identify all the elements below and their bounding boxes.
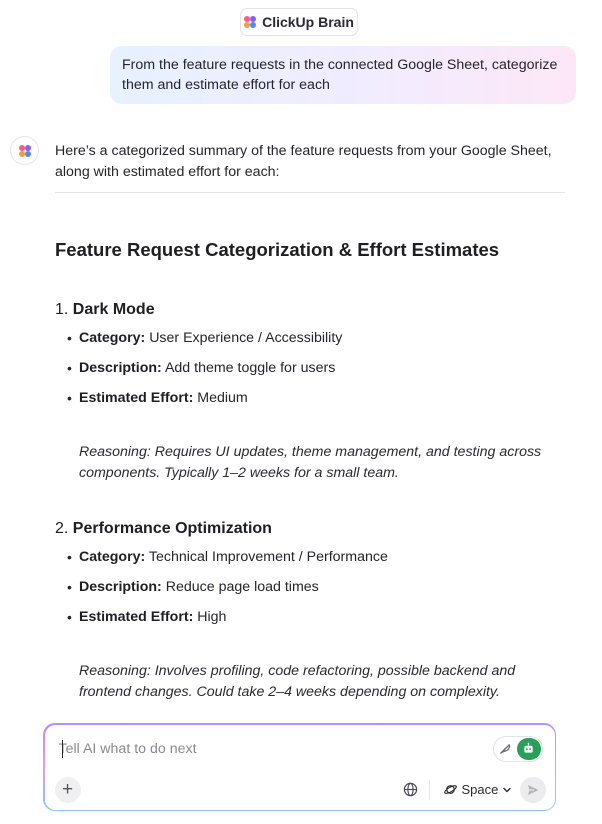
clickup-brain-header[interactable] <box>240 8 358 36</box>
toolbar-divider <box>429 780 430 800</box>
space-selector[interactable] <box>439 777 517 803</box>
chevron-down-icon <box>502 785 512 795</box>
prompt-input[interactable] <box>59 738 479 760</box>
header-title: ClickUp Brain <box>262 14 354 30</box>
feature-number: 1. <box>55 301 69 318</box>
feature-heading <box>55 301 565 319</box>
effort-label: Estimated Effort: <box>79 390 194 406</box>
user-message-bubble <box>110 46 576 104</box>
feature-description <box>55 577 565 597</box>
ai-avatar <box>10 136 39 165</box>
category-label: Category: <box>79 549 146 565</box>
response-intro: Here’s a categorized summary of the feature requests from your Google Sheet, along with estimated effort for each: <box>55 141 565 193</box>
text-caret <box>62 740 63 758</box>
feature-effort <box>55 607 565 627</box>
clickup-brain-logo-icon <box>244 16 256 28</box>
feature-properties <box>55 547 565 627</box>
feature-name: Dark Mode <box>72 301 155 318</box>
category-value: Technical Improvement / Performance <box>148 549 388 565</box>
web-search-button[interactable] <box>401 780 421 800</box>
description-label: Description: <box>79 360 162 376</box>
response-title: Feature Request Categorization & Effort Estimates <box>55 239 500 260</box>
feature-category <box>55 328 565 348</box>
feature-description <box>55 358 565 378</box>
effort-label: Estimated Effort: <box>79 609 194 625</box>
feature-effort <box>55 388 565 408</box>
feature-number: 2. <box>55 520 69 537</box>
feature-category <box>55 547 565 567</box>
plus-icon: + <box>61 779 74 800</box>
space-planet-icon <box>443 782 458 797</box>
ai-response <box>55 141 565 703</box>
agent-robot-icon[interactable] <box>517 738 541 760</box>
category-label: Category: <box>79 330 146 346</box>
feature-heading <box>55 520 565 538</box>
space-label: Space <box>461 782 499 797</box>
category-value: User Experience / Accessibility <box>149 330 343 346</box>
send-icon <box>526 783 540 797</box>
add-button[interactable] <box>55 777 81 803</box>
description-value: Add theme toggle for users <box>164 360 336 376</box>
user-message-text: From the feature requests in the connected Google Sheet, categorize them and estimate effort for each <box>122 57 558 93</box>
feature-properties <box>55 328 565 408</box>
description-label: Description: <box>79 579 162 595</box>
feature-reasoning: Reasoning: Involves profiling, code refactoring, possible backend and frontend changes. Could take 2–4 weeks depending on complexity. <box>79 663 516 700</box>
ai-mode-toggle[interactable] <box>493 736 543 762</box>
feather-icon[interactable] <box>494 737 518 761</box>
prompt-composer <box>43 723 556 811</box>
feature-name: Performance Optimization <box>72 520 272 537</box>
effort-value: High <box>197 609 227 625</box>
send-button[interactable] <box>520 777 546 803</box>
description-value: Reduce page load times <box>165 579 319 595</box>
globe-icon <box>403 782 418 797</box>
clickup-brain-logo-icon <box>19 145 31 157</box>
effort-value: Medium <box>197 390 248 406</box>
feature-reasoning: Reasoning: Requires UI updates, theme management, and testing across components. Typically 1–2 weeks for a small team. <box>79 444 542 481</box>
prompt-composer-inner <box>45 725 555 810</box>
